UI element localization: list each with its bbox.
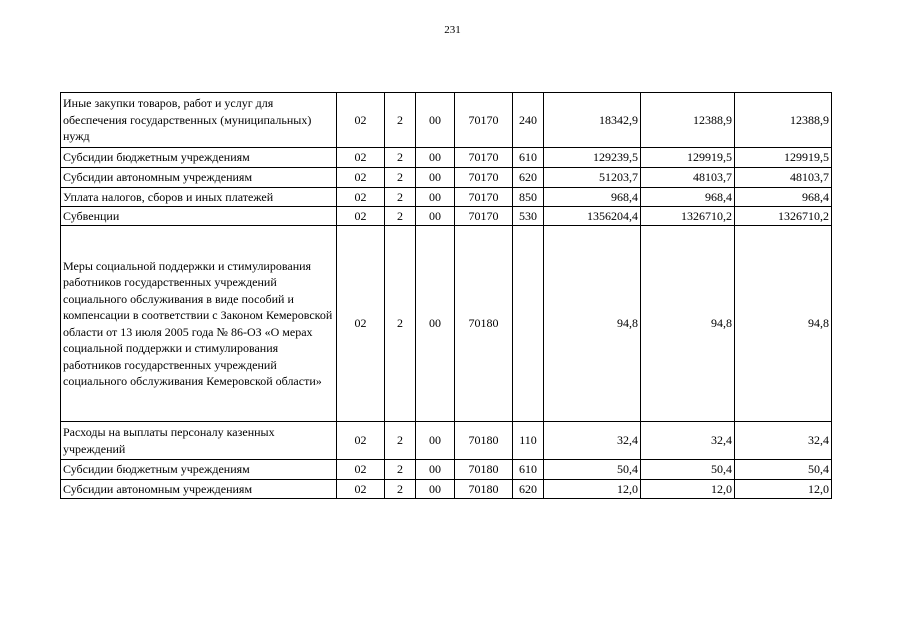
amount-3: 12388,9 — [735, 93, 832, 148]
amount-1: 12,0 — [544, 480, 641, 499]
amount-2: 94,8 — [641, 226, 735, 422]
row-name: Субсидии автономным учреждениям — [61, 168, 337, 188]
item-code: 70170 — [455, 148, 513, 168]
subsection-code: 2 — [385, 148, 416, 168]
subsection-code: 2 — [385, 207, 416, 226]
amount-2: 1326710,2 — [641, 207, 735, 226]
expense-type-code: 110 — [513, 422, 544, 460]
table-row — [61, 93, 832, 148]
section-code: 02 — [337, 148, 385, 168]
amount-3: 48103,7 — [735, 168, 832, 188]
amount-2: 12,0 — [641, 480, 735, 499]
amount-1: 50,4 — [544, 460, 641, 480]
expense-type-code: 620 — [513, 480, 544, 499]
table-row — [61, 226, 832, 422]
expense-type-code — [513, 226, 544, 422]
section-code: 02 — [337, 480, 385, 499]
row-name: Субсидии бюджетным учреждениям — [61, 148, 337, 168]
amount-2: 129919,5 — [641, 148, 735, 168]
section-code: 02 — [337, 93, 385, 148]
budget-table — [60, 92, 832, 499]
row-name: Субсидии автономным учреждениям — [61, 480, 337, 499]
amount-2: 50,4 — [641, 460, 735, 480]
expense-type-code: 530 — [513, 207, 544, 226]
program-code: 00 — [416, 207, 455, 226]
section-code: 02 — [337, 422, 385, 460]
amount-3: 129919,5 — [735, 148, 832, 168]
item-code: 70180 — [455, 460, 513, 480]
page-number: 231 — [444, 24, 461, 36]
amount-1: 51203,7 — [544, 168, 641, 188]
amount-1: 94,8 — [544, 226, 641, 422]
expense-type-code: 620 — [513, 168, 544, 188]
section-code: 02 — [337, 226, 385, 422]
amount-1: 1356204,4 — [544, 207, 641, 226]
program-code: 00 — [416, 148, 455, 168]
item-code: 70180 — [455, 480, 513, 499]
amount-3: 50,4 — [735, 460, 832, 480]
amount-3: 32,4 — [735, 422, 832, 460]
item-code: 70170 — [455, 168, 513, 188]
subsection-code: 2 — [385, 480, 416, 499]
table-row — [61, 422, 832, 460]
amount-1: 32,4 — [544, 422, 641, 460]
subsection-code: 2 — [385, 226, 416, 422]
item-code: 70170 — [455, 207, 513, 226]
expense-type-code: 610 — [513, 460, 544, 480]
program-code: 00 — [416, 422, 455, 460]
subsection-code: 2 — [385, 168, 416, 188]
row-name: Иные закупки товаров, работ и услуг для обеспечения государственных (муниципальных) нужд — [61, 93, 337, 148]
program-code: 00 — [416, 460, 455, 480]
item-code: 70180 — [455, 422, 513, 460]
expense-type-code: 240 — [513, 93, 544, 148]
section-code: 02 — [337, 460, 385, 480]
table-row — [61, 480, 832, 499]
amount-3: 12,0 — [735, 480, 832, 499]
program-code: 00 — [416, 188, 455, 207]
row-name: Субвенции — [61, 207, 337, 226]
amount-2: 48103,7 — [641, 168, 735, 188]
section-code: 02 — [337, 188, 385, 207]
section-code: 02 — [337, 168, 385, 188]
program-code: 00 — [416, 226, 455, 422]
item-code: 70170 — [455, 93, 513, 148]
subsection-code: 2 — [385, 188, 416, 207]
item-code: 70180 — [455, 226, 513, 422]
table-row — [61, 207, 832, 226]
program-code: 00 — [416, 93, 455, 148]
amount-2: 968,4 — [641, 188, 735, 207]
program-code: 00 — [416, 480, 455, 499]
expense-type-code: 610 — [513, 148, 544, 168]
amount-1: 129239,5 — [544, 148, 641, 168]
amount-3: 94,8 — [735, 226, 832, 422]
table-row — [61, 460, 832, 480]
table-row — [61, 168, 832, 188]
subsection-code: 2 — [385, 93, 416, 148]
row-name: Уплата налогов, сборов и иных платежей — [61, 188, 337, 207]
amount-2: 32,4 — [641, 422, 735, 460]
amount-3: 968,4 — [735, 188, 832, 207]
table-row — [61, 148, 832, 168]
amount-1: 968,4 — [544, 188, 641, 207]
table-row — [61, 188, 832, 207]
section-code: 02 — [337, 207, 385, 226]
amount-3: 1326710,2 — [735, 207, 832, 226]
item-code: 70170 — [455, 188, 513, 207]
program-code: 00 — [416, 168, 455, 188]
row-name: Расходы на выплаты персоналу казенных учреждений — [61, 422, 337, 460]
amount-2: 12388,9 — [641, 93, 735, 148]
expense-type-code: 850 — [513, 188, 544, 207]
subsection-code: 2 — [385, 460, 416, 480]
amount-1: 18342,9 — [544, 93, 641, 148]
row-name: Меры социальной поддержки и стимулирования работников государственных учреждений социального обслуживания в виде пособий и компенсации в соответствии с Законом Кемеровской области от 13 июля 2005 года № 86-ОЗ «О мерах социальной поддержки и стимулирования работников государственных учреждений социального обслуживания Кемеровской области» — [61, 226, 337, 422]
subsection-code: 2 — [385, 422, 416, 460]
row-name: Субсидии бюджетным учреждениям — [61, 460, 337, 480]
